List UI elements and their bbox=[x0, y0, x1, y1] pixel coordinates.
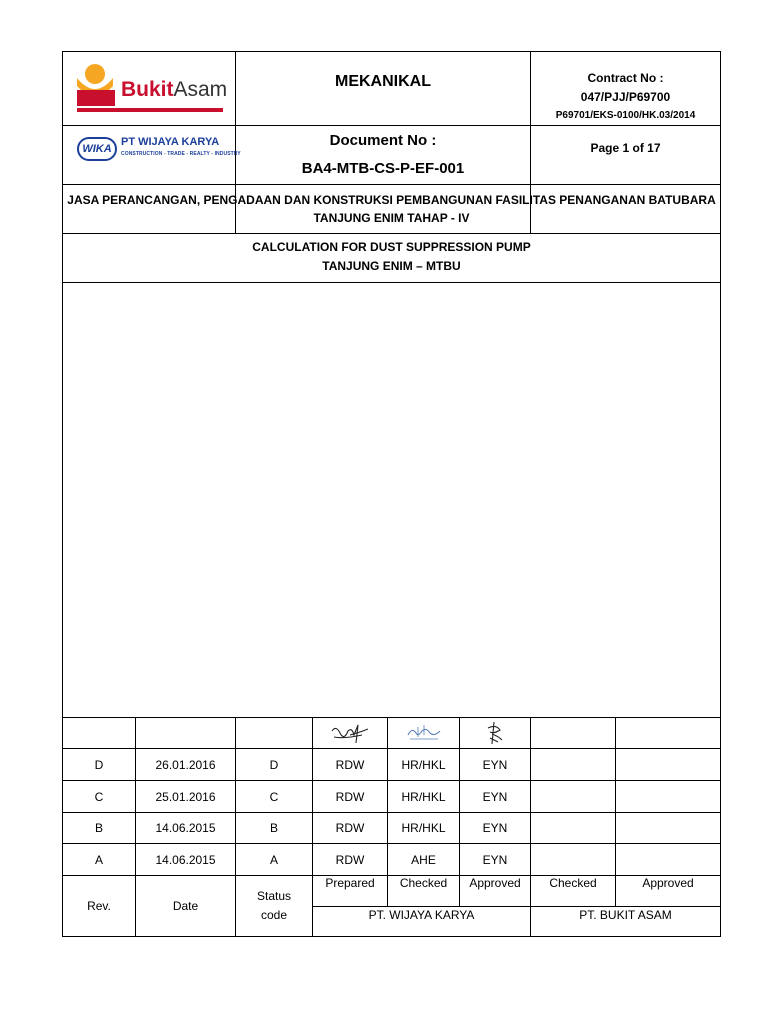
wika-logo-mark: WIKA bbox=[77, 137, 117, 161]
date-cell: 25.01.2016 bbox=[155, 789, 216, 804]
prepared-cell: RDW bbox=[335, 789, 365, 804]
wordmark-part1: Bukit bbox=[121, 78, 174, 101]
contractor-label: PT. WIJAYA KARYA bbox=[368, 908, 475, 922]
status-cell: A bbox=[269, 852, 278, 867]
signature-prepared bbox=[313, 718, 387, 748]
date-cell: 14.06.2015 bbox=[155, 821, 216, 835]
project-name bbox=[63, 191, 720, 227]
wika-tagline: CONSTRUCTION - TRADE - REALTY - INDUSTRY bbox=[121, 151, 241, 157]
column-header-owner-checked: Checked bbox=[549, 876, 597, 890]
contract-number: 047/PJJ/P69700 bbox=[580, 90, 671, 104]
title-line-2: TANJUNG ENIM – MTBU bbox=[322, 259, 461, 273]
rev-cell: A bbox=[94, 852, 103, 867]
column-header-rev: Rev. bbox=[87, 899, 111, 913]
signature-checked bbox=[388, 718, 459, 748]
title-sheet bbox=[62, 51, 721, 937]
contract-ref: P69701/EKS-0100/HK.03/2014 bbox=[555, 109, 696, 121]
divider bbox=[63, 184, 720, 185]
status-cell: C bbox=[269, 789, 279, 804]
wordmark-part2: Asam bbox=[173, 78, 228, 101]
column-header-checked: Checked bbox=[399, 876, 448, 890]
approved-cell: EYN bbox=[482, 852, 508, 867]
document-number: BA4-MTB-CS-P-EF-001 bbox=[301, 159, 465, 177]
date-cell: 14.06.2015 bbox=[155, 852, 216, 867]
signature-approved bbox=[460, 718, 530, 748]
approved-cell: EYN bbox=[482, 789, 508, 804]
contract-label: Contract No : bbox=[587, 71, 664, 85]
wika-logo bbox=[77, 136, 241, 166]
bukit-asam-wordmark bbox=[121, 78, 227, 102]
rev-cell: C bbox=[94, 789, 104, 804]
bukit-asam-logo bbox=[75, 60, 228, 116]
wika-name: PT WIJAYA KARYA bbox=[121, 136, 220, 148]
status-cell: D bbox=[269, 757, 279, 772]
checked-cell: HR/HKL bbox=[401, 821, 446, 835]
approved-cell: EYN bbox=[482, 757, 508, 772]
project-line-1: JASA PERANCANGAN, PENGADAAN DAN KONSTRUKSI PEMBANGUNAN FASILITAS PENANGANAN BATUBARA bbox=[67, 193, 716, 207]
prepared-cell: RDW bbox=[335, 821, 365, 835]
prepared-cell: RDW bbox=[335, 757, 365, 772]
page-number: Page 1 of 17 bbox=[590, 141, 661, 155]
status-header-line-1: Status bbox=[256, 889, 292, 903]
rev-cell: B bbox=[94, 821, 103, 835]
column-header-approved: Approved bbox=[469, 876, 521, 890]
divider bbox=[530, 717, 531, 936]
document-label: Document No : bbox=[329, 131, 437, 149]
checked-cell: AHE bbox=[411, 852, 436, 867]
date-cell: 26.01.2016 bbox=[155, 757, 216, 772]
column-header-prepared: Prepared bbox=[325, 876, 375, 890]
divider bbox=[63, 233, 720, 234]
prepared-cell: RDW bbox=[335, 852, 365, 867]
divider bbox=[63, 282, 720, 283]
title-line-1: CALCULATION FOR DUST SUPPRESSION PUMP bbox=[252, 240, 531, 254]
status-header-line-2: code bbox=[260, 908, 288, 922]
column-header-status bbox=[236, 876, 312, 936]
status-cell: B bbox=[269, 821, 278, 835]
owner-label: PT. BUKIT ASAM bbox=[579, 908, 672, 922]
checked-cell: HR/HKL bbox=[401, 789, 446, 804]
approved-cell: EYN bbox=[482, 821, 508, 835]
document-title bbox=[63, 238, 720, 276]
rev-cell: D bbox=[94, 757, 104, 772]
checked-cell: HR/HKL bbox=[401, 757, 446, 772]
discipline-title: MEKANIKAL bbox=[335, 73, 431, 90]
project-line-2: TANJUNG ENIM TAHAP - IV bbox=[313, 211, 470, 225]
column-header-owner-approved: Approved bbox=[642, 876, 694, 890]
column-header-date: Date bbox=[172, 899, 199, 913]
